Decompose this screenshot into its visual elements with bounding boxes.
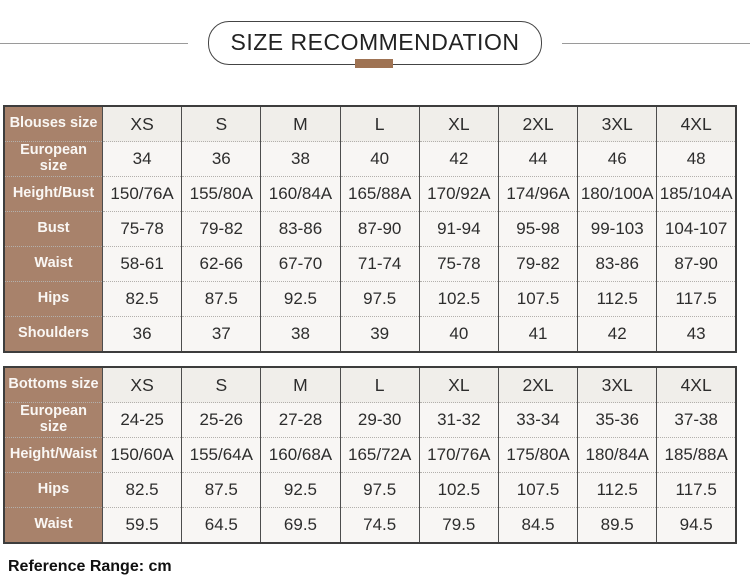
- value-cell: 82.5: [103, 473, 182, 508]
- table-row: [4, 473, 736, 508]
- page-title: SIZE RECOMMENDATION: [230, 29, 520, 55]
- table-row: [4, 438, 736, 473]
- value-cell: XS: [103, 367, 182, 403]
- row-label: Height/Bust: [4, 177, 103, 212]
- table-row: [4, 403, 736, 438]
- value-cell: L: [340, 367, 419, 403]
- value-cell: 102.5: [419, 282, 498, 317]
- value-cell: 40: [419, 317, 498, 353]
- value-cell: 112.5: [578, 473, 657, 508]
- value-cell: 25-26: [182, 403, 261, 438]
- value-cell: 44: [498, 142, 577, 177]
- value-cell: 75-78: [103, 212, 182, 247]
- value-cell: 36: [103, 317, 182, 353]
- table-row: [4, 282, 736, 317]
- value-cell: 3XL: [578, 367, 657, 403]
- value-cell: 117.5: [657, 473, 736, 508]
- value-cell: 41: [498, 317, 577, 353]
- table-row: [4, 106, 736, 142]
- value-cell: 33-34: [498, 403, 577, 438]
- value-cell: 3XL: [578, 106, 657, 142]
- value-cell: 102.5: [419, 473, 498, 508]
- value-cell: 27-28: [261, 403, 340, 438]
- value-cell: XS: [103, 106, 182, 142]
- row-label: Bottoms size: [4, 367, 103, 403]
- value-cell: 150/60A: [103, 438, 182, 473]
- table-row: [4, 247, 736, 282]
- page-header: [0, 0, 750, 79]
- value-cell: 36: [182, 142, 261, 177]
- value-cell: 82.5: [103, 282, 182, 317]
- value-cell: 160/68A: [261, 438, 340, 473]
- value-cell: 40: [340, 142, 419, 177]
- bottoms-size-table: [3, 366, 737, 544]
- value-cell: 29-30: [340, 403, 419, 438]
- value-cell: 69.5: [261, 508, 340, 544]
- table-row: [4, 367, 736, 403]
- value-cell: 87-90: [340, 212, 419, 247]
- value-cell: 87-90: [657, 247, 736, 282]
- value-cell: 180/84A: [578, 438, 657, 473]
- value-cell: 59.5: [103, 508, 182, 544]
- value-cell: 165/72A: [340, 438, 419, 473]
- value-cell: 91-94: [419, 212, 498, 247]
- row-label: Height/Waist: [4, 438, 103, 473]
- table-row: [4, 317, 736, 353]
- value-cell: 94.5: [657, 508, 736, 544]
- value-cell: 185/104A: [657, 177, 736, 212]
- value-cell: 46: [578, 142, 657, 177]
- divider-line-right: [562, 43, 750, 44]
- value-cell: 170/76A: [419, 438, 498, 473]
- value-cell: 165/88A: [340, 177, 419, 212]
- table-row: [4, 508, 736, 544]
- accent-bar: [355, 59, 393, 68]
- value-cell: 75-78: [419, 247, 498, 282]
- row-label: Waist: [4, 247, 103, 282]
- value-cell: 38: [261, 317, 340, 353]
- size-tables: [0, 105, 750, 544]
- value-cell: 174/96A: [498, 177, 577, 212]
- value-cell: 38: [261, 142, 340, 177]
- value-cell: 117.5: [657, 282, 736, 317]
- value-cell: 89.5: [578, 508, 657, 544]
- value-cell: M: [261, 106, 340, 142]
- value-cell: 150/76A: [103, 177, 182, 212]
- value-cell: 42: [419, 142, 498, 177]
- value-cell: 2XL: [498, 106, 577, 142]
- value-cell: S: [182, 367, 261, 403]
- value-cell: 97.5: [340, 282, 419, 317]
- value-cell: 107.5: [498, 282, 577, 317]
- value-cell: 42: [578, 317, 657, 353]
- value-cell: 99-103: [578, 212, 657, 247]
- value-cell: 180/100A: [578, 177, 657, 212]
- row-label: European size: [4, 403, 103, 438]
- value-cell: 79.5: [419, 508, 498, 544]
- row-label: Hips: [4, 473, 103, 508]
- value-cell: 64.5: [182, 508, 261, 544]
- value-cell: 43: [657, 317, 736, 353]
- value-cell: 4XL: [657, 367, 736, 403]
- table-row: [4, 177, 736, 212]
- value-cell: 31-32: [419, 403, 498, 438]
- value-cell: 67-70: [261, 247, 340, 282]
- reference-range-note: Reference Range: cm: [8, 558, 172, 575]
- value-cell: 2XL: [498, 367, 577, 403]
- table-row: [4, 212, 736, 247]
- value-cell: 83-86: [578, 247, 657, 282]
- value-cell: 107.5: [498, 473, 577, 508]
- row-label: Waist: [4, 508, 103, 544]
- row-label: Shoulders: [4, 317, 103, 353]
- blouses-size-table: [3, 105, 737, 353]
- value-cell: 112.5: [578, 282, 657, 317]
- value-cell: XL: [419, 106, 498, 142]
- value-cell: 175/80A: [498, 438, 577, 473]
- value-cell: 71-74: [340, 247, 419, 282]
- table-row: [4, 142, 736, 177]
- value-cell: 39: [340, 317, 419, 353]
- value-cell: 87.5: [182, 473, 261, 508]
- divider-line-left: [0, 43, 188, 44]
- value-cell: 48: [657, 142, 736, 177]
- value-cell: 58-61: [103, 247, 182, 282]
- value-cell: 4XL: [657, 106, 736, 142]
- value-cell: 97.5: [340, 473, 419, 508]
- value-cell: 79-82: [498, 247, 577, 282]
- value-cell: 155/64A: [182, 438, 261, 473]
- value-cell: 34: [103, 142, 182, 177]
- value-cell: 95-98: [498, 212, 577, 247]
- value-cell: 185/88A: [657, 438, 736, 473]
- value-cell: 84.5: [498, 508, 577, 544]
- value-cell: 87.5: [182, 282, 261, 317]
- value-cell: 155/80A: [182, 177, 261, 212]
- value-cell: 35-36: [578, 403, 657, 438]
- value-cell: 83-86: [261, 212, 340, 247]
- value-cell: XL: [419, 367, 498, 403]
- value-cell: 62-66: [182, 247, 261, 282]
- value-cell: 37: [182, 317, 261, 353]
- value-cell: 160/84A: [261, 177, 340, 212]
- row-label: Hips: [4, 282, 103, 317]
- value-cell: 170/92A: [419, 177, 498, 212]
- value-cell: M: [261, 367, 340, 403]
- value-cell: S: [182, 106, 261, 142]
- value-cell: 79-82: [182, 212, 261, 247]
- value-cell: 74.5: [340, 508, 419, 544]
- value-cell: 92.5: [261, 473, 340, 508]
- value-cell: 37-38: [657, 403, 736, 438]
- row-label: Blouses size: [4, 106, 103, 142]
- value-cell: 24-25: [103, 403, 182, 438]
- value-cell: 104-107: [657, 212, 736, 247]
- value-cell: L: [340, 106, 419, 142]
- value-cell: 92.5: [261, 282, 340, 317]
- row-label: European size: [4, 142, 103, 177]
- row-label: Bust: [4, 212, 103, 247]
